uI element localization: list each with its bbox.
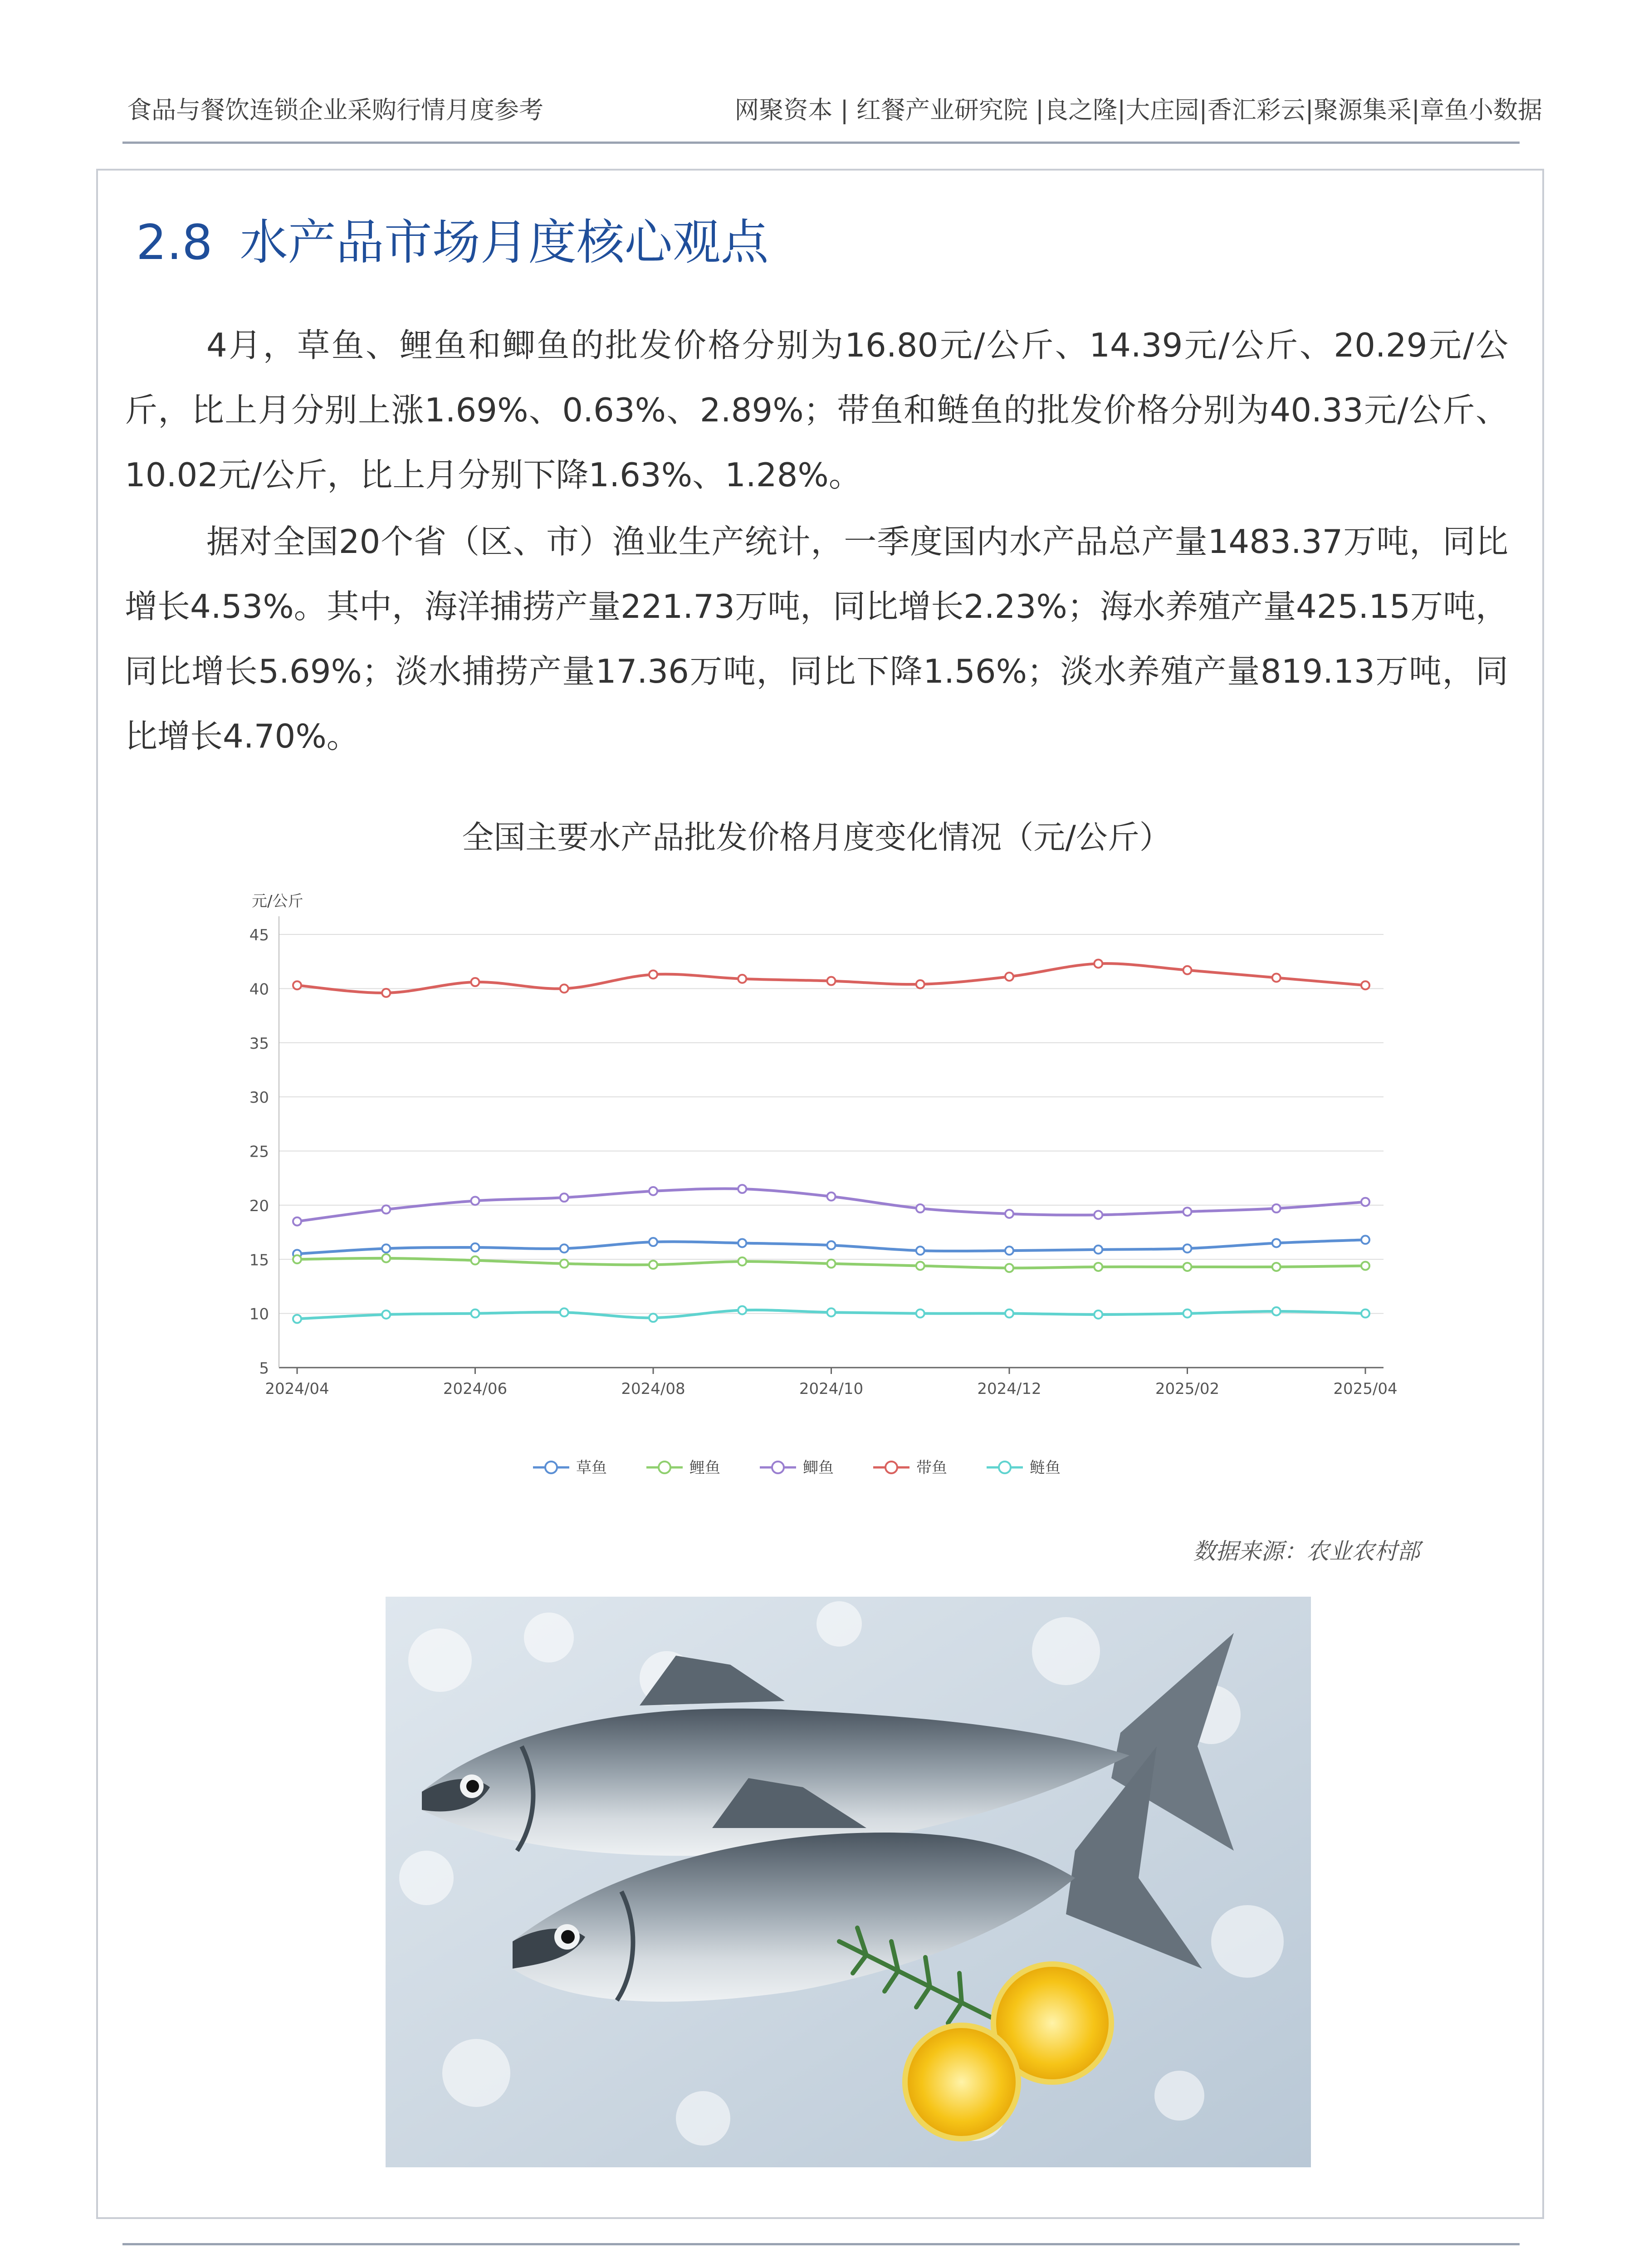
data-point: [471, 1197, 479, 1205]
header-left-title: 食品与餐饮连锁企业采购行情月度参考: [127, 96, 543, 124]
legend-item[interactable]: [987, 1459, 1061, 1477]
data-point: [293, 981, 301, 989]
photo-illustration: [386, 1597, 1311, 2167]
y-tick-label: 15: [249, 1251, 269, 1270]
sea-bass-on-ice-photo: [386, 1597, 1311, 2167]
y-tick-label: 5: [259, 1359, 269, 1378]
data-point: [560, 1308, 568, 1316]
data-point: [649, 1187, 657, 1195]
data-point: [916, 1204, 924, 1212]
data-point: [827, 1260, 836, 1268]
x-tick-label: 2024/10: [799, 1380, 864, 1398]
legend-label: 鲢鱼: [1030, 1459, 1061, 1477]
legend-swatch-marker: [659, 1461, 670, 1473]
data-point: [916, 980, 924, 988]
data-point: [1183, 1244, 1192, 1252]
y-tick-label: 30: [249, 1089, 269, 1107]
data-point: [560, 984, 568, 992]
data-point: [471, 1243, 479, 1251]
price-chart-svg: [200, 807, 1433, 1515]
data-point: [560, 1193, 568, 1202]
legend-swatch-marker: [999, 1461, 1011, 1473]
data-point: [738, 1257, 746, 1266]
section-title-text: 水产品市场月度核心观点: [240, 215, 769, 270]
chart-y-axis-label: 元/公斤: [252, 892, 303, 910]
data-point: [293, 1255, 301, 1263]
header-divider: [122, 142, 1520, 144]
data-point: [1094, 1310, 1102, 1319]
body-paragraph-2: [125, 509, 1508, 769]
legend-item[interactable]: [646, 1459, 720, 1477]
data-point: [293, 1217, 301, 1226]
data-point: [649, 970, 657, 978]
legend-swatch-marker: [545, 1461, 557, 1473]
data-point: [738, 1239, 746, 1247]
data-point: [1272, 1307, 1281, 1315]
x-tick-label: 2024/08: [621, 1380, 685, 1398]
data-source-note: 数据来源：农业农村部: [1193, 1538, 1420, 1564]
data-point: [1183, 966, 1192, 974]
data-point: [916, 1310, 924, 1318]
paragraph-text: 据对全国20个省（区、市）渔业生产统计，一季度国内水产品总产量1483.37万吨，同比增长4.53%。其中，海洋捕捞产量221.73万吨，同比增长2.23%；海水养殖产量425.15万吨，同比增长5.69%；淡水捕捞产量17.36万吨，同比下降1.56%；淡水养殖产量819.13万吨，同比增长4.70%。: [125, 523, 1508, 755]
x-tick-label: 2024/12: [977, 1380, 1041, 1398]
series-0: [293, 1236, 1369, 1258]
x-tick-label: 2025/02: [1155, 1380, 1220, 1398]
data-point: [649, 1314, 657, 1322]
y-tick-label: 40: [249, 980, 269, 999]
data-point: [1183, 1263, 1192, 1271]
data-point: [560, 1244, 568, 1252]
data-point: [1094, 959, 1102, 968]
footer-divider: [122, 2243, 1520, 2245]
data-point: [1361, 1262, 1369, 1270]
data-point: [471, 1310, 479, 1318]
data-point: [1361, 1236, 1369, 1244]
legend-item[interactable]: [873, 1459, 947, 1477]
data-point: [649, 1261, 657, 1269]
data-point: [1094, 1211, 1102, 1219]
data-point: [1361, 981, 1369, 989]
data-point: [1361, 1198, 1369, 1206]
series-4: [293, 1306, 1369, 1323]
legend-label: 鲫鱼: [803, 1459, 834, 1477]
data-point: [827, 1308, 836, 1316]
data-point: [1005, 1210, 1013, 1218]
y-tick-label: 35: [249, 1034, 269, 1053]
data-point: [1005, 1310, 1013, 1318]
section-number: 2.8: [136, 215, 213, 270]
y-tick-label: 10: [249, 1305, 269, 1324]
data-point: [382, 1254, 390, 1262]
legend-item[interactable]: [760, 1459, 834, 1477]
data-point: [1272, 1239, 1281, 1247]
legend-label: 鲤鱼: [689, 1459, 720, 1477]
y-tick-label: 25: [249, 1143, 269, 1161]
chart-title: 全国主要水产品批发价格月度变化情况（元/公斤）: [462, 819, 1171, 856]
data-point: [916, 1246, 924, 1255]
data-point: [1183, 1207, 1192, 1216]
data-point: [827, 977, 836, 985]
x-tick-label: 2024/04: [265, 1380, 329, 1398]
data-point: [293, 1315, 301, 1323]
data-point: [1272, 1263, 1281, 1271]
legend-label: 带鱼: [916, 1459, 947, 1477]
data-point: [649, 1238, 657, 1246]
x-tick-label: 2024/06: [443, 1380, 508, 1398]
series-3: [293, 959, 1369, 997]
body-paragraph-1: [125, 313, 1508, 508]
data-point: [382, 1205, 390, 1213]
section-title: [136, 204, 769, 273]
data-point: [382, 1244, 390, 1252]
data-point: [738, 1306, 746, 1314]
price-chart: [200, 807, 1433, 1515]
data-point: [738, 975, 746, 983]
data-point: [1094, 1263, 1102, 1271]
data-point: [1272, 1204, 1281, 1212]
data-point: [738, 1185, 746, 1193]
data-point: [1361, 1310, 1369, 1318]
chart-gridlines: [279, 934, 1384, 1368]
data-point: [1005, 1246, 1013, 1255]
data-point: [1005, 1264, 1013, 1272]
data-point: [560, 1260, 568, 1268]
data-point: [1272, 974, 1281, 982]
series-1: [293, 1254, 1369, 1272]
data-point: [1005, 973, 1013, 981]
data-point: [1183, 1310, 1192, 1318]
legend-swatch-marker: [885, 1461, 897, 1473]
data-point: [471, 978, 479, 986]
data-point: [916, 1262, 924, 1270]
data-point: [1094, 1246, 1102, 1254]
legend-item[interactable]: [533, 1459, 607, 1477]
legend-swatch-marker: [772, 1461, 784, 1473]
data-point: [382, 989, 390, 997]
data-point: [471, 1256, 479, 1265]
paragraph-text: 4月，草鱼、鲤鱼和鲫鱼的批发价格分别为16.80元/公斤、14.39元/公斤、20.29元/公斤，比上月分别上涨1.69%、0.63%、2.89%；带鱼和鲢鱼的批发价格分别为40.33元/公斤、10.02元/公斤，比上月分别下降1.63%、1.28%。: [125, 326, 1508, 494]
data-point: [827, 1241, 836, 1249]
chart-series: [293, 959, 1369, 1323]
legend-label: 草鱼: [576, 1459, 607, 1477]
data-point: [827, 1193, 836, 1201]
data-point: [382, 1310, 390, 1319]
y-tick-label: 20: [249, 1197, 269, 1215]
header-right-partners: 网聚资本 | 红餐产业研究院 |良之隆|大庄园|香汇彩云|聚源集采|章鱼小数据: [734, 96, 1542, 124]
chart-legend: [533, 1459, 1061, 1477]
x-tick-label: 2025/04: [1333, 1380, 1398, 1398]
y-tick-label: 45: [249, 926, 269, 944]
